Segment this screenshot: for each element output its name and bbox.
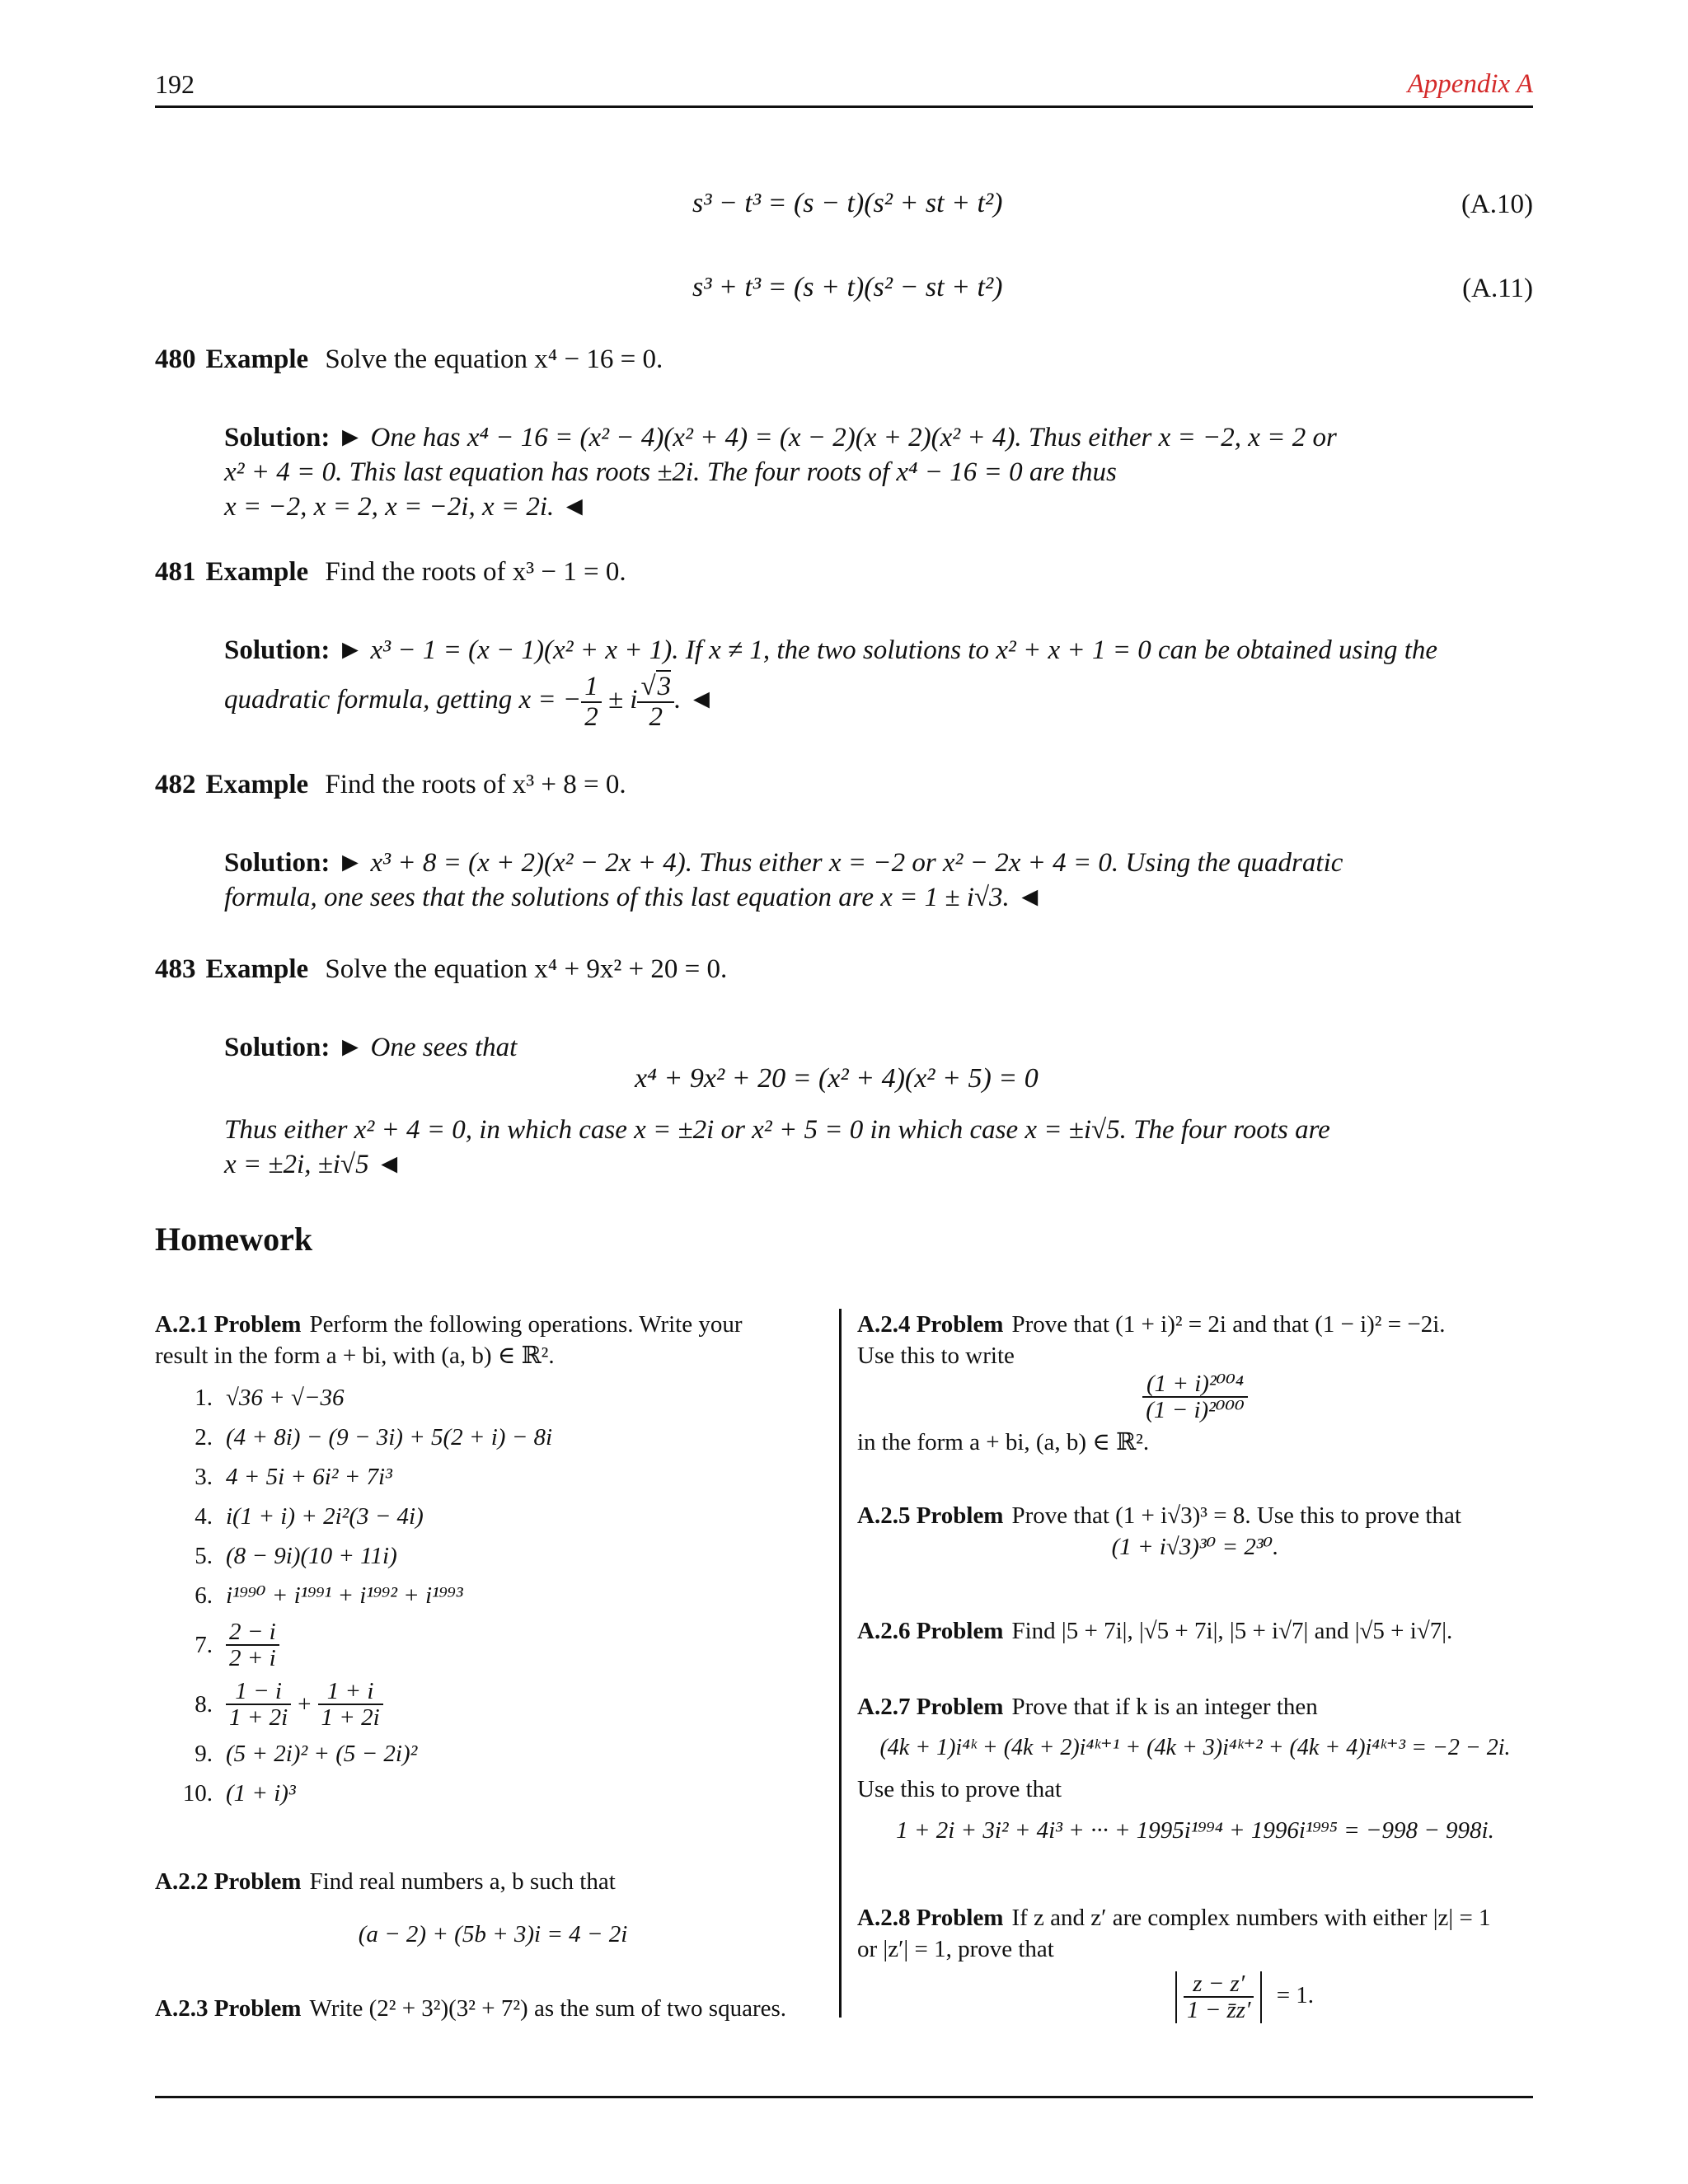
column-divider (839, 1309, 842, 2018)
solution-line-prefix: quadratic formula, getting x = − (224, 685, 582, 715)
problem-heading: A.2.6 Problem (857, 1618, 1004, 1644)
list-item: 8. $\frac{1 - i}{1 + 2i}$ + $\frac{1 + i}{1 + 2i}$ (155, 1675, 831, 1734)
list-item: 9. (5 + 2i)² + (5 − 2i)² (195, 1741, 418, 1767)
example-statement: Find the roots of x³ − 1 = 0. (325, 557, 626, 587)
problem-a24 (857, 1309, 1533, 1458)
example-483-solution (224, 1030, 1510, 1065)
solution-label: Solution: (224, 635, 331, 665)
solution-line: Thus either x² + 4 = 0, in which case x = ±2i or x² + 5 = 0 in which case x = ±i√5. The four roots are (224, 1115, 1330, 1145)
list-item: 4. i(1 + i) + 2i²(3 − 4i) (195, 1503, 424, 1530)
example-label: Example (205, 344, 309, 374)
example-483-display: x⁴ + 9x² + 20 = (x² + 4)(x² + 5) = 0 (635, 1063, 1039, 1094)
problem-display: 1 + 2i + 3i² + 4i³ + ··· + 1995i¹⁹⁹⁴ + 1996i¹⁹⁹⁵ = −998 − 998i. (896, 1817, 1494, 1844)
problem-heading: A.2.8 Problem (857, 1905, 1004, 1931)
example-480-heading (155, 344, 663, 375)
problem-text: Find real numbers a, b such that (309, 1868, 616, 1895)
problem-heading: A.2.3 Problem (155, 1995, 302, 2022)
problem-heading: A.2.5 Problem (857, 1502, 1004, 1529)
problem-a23 (155, 1993, 831, 2024)
example-statement: Find the roots of x³ + 8 = 0. (325, 770, 626, 799)
equation-a11: s³ + t³ = (s + t)(s² − st + t²) (692, 272, 1003, 302)
problem-text: Prove that (1 + i√3)³ = 8. Use this to prove that (1011, 1502, 1461, 1529)
problem-text: Write (2² + 3²)(3² + 7²) as the sum of two squares. (309, 1995, 787, 2022)
problem-text: Prove that (1 + i)² = 2i and that (1 − i)² = −2i. (1011, 1311, 1446, 1338)
equation-a10-label: (A.10) (1461, 190, 1533, 219)
solution-line: ► x³ − 1 = (x − 1)(x² + x + 1). If x ≠ 1, the two solutions to x² + x + 1 = 0 can be obtained using the (336, 635, 1438, 665)
plus-minus-i: ± i (607, 685, 638, 715)
list-item: 3. 4 + 5i + 6i² + 7i³ (195, 1464, 392, 1490)
header-rule (155, 105, 1533, 108)
problem-a26 (857, 1615, 1533, 1647)
example-481-solution (224, 633, 1510, 731)
list-item: 1. √36 + √−36 (195, 1385, 345, 1411)
solution-line: ► One has x⁴ − 16 = (x² − 4)(x² + 4) = (x − 2)(x + 2)(x² + 4). Thus either x = −2, x = 2 or (336, 423, 1337, 452)
example-482-heading (155, 770, 626, 800)
equation-a11-label: (A.11) (1462, 274, 1533, 303)
list-item: 6. i¹⁹⁹⁰ + i¹⁹⁹¹ + i¹⁹⁹² + i¹⁹⁹³ (195, 1582, 463, 1609)
example-number: 483 (155, 954, 196, 984)
problem-text: Find |5 + 7i|, |√5 + 7i|, |5 + i√7| and |√5 + i√7|. (1011, 1618, 1453, 1644)
problem-fraction: $\frac{\text{(1 + i)²⁰⁰⁴}}{\text{(1 − i)²⁰⁰⁰}}$ (1142, 1371, 1248, 1423)
problem-heading: A.2.7 Problem (857, 1694, 1004, 1720)
problem-text: Use this to write (857, 1343, 1015, 1369)
problem-a28 (857, 1902, 1533, 2023)
problem-text: or |z′| = 1, prove that (857, 1936, 1054, 1962)
list-item: 7. $\frac{2 - i}{2 + i}$ (155, 1615, 831, 1675)
page-number: 192 (155, 69, 195, 99)
footer-rule (155, 2096, 1533, 2098)
problem-a27 (857, 1691, 1533, 1846)
problem-a21-items (155, 1378, 831, 1813)
example-481-heading (155, 557, 626, 588)
fraction-sqrt3-half: $\frac{√3}{2}$ (637, 673, 674, 731)
problem-heading: A.2.4 Problem (857, 1311, 1004, 1338)
problem-display: (1 + i√3)³⁰ = 2³⁰. (1111, 1534, 1279, 1560)
problem-heading: A.2.1 Problem (155, 1311, 302, 1338)
problem-text: result in the form a + bi, with (a, b) ∈ ℝ². (155, 1343, 555, 1369)
solution-line: ► x³ + 8 = (x + 2)(x² − 2x + 4). Thus either x = −2 or x² − 2x + 4 = 0. Using the quadratic (336, 848, 1343, 878)
example-label: Example (205, 557, 309, 587)
solution-line: formula, one sees that the solutions of this last equation are x = 1 ± i√3. ◄ (224, 883, 1043, 912)
homework-left-column (155, 1309, 831, 2022)
example-statement: Solve the equation x⁴ − 16 = 0. (325, 344, 663, 374)
problem-text: Perform the following operations. Write your (309, 1311, 743, 1338)
problem-a21 (155, 1309, 831, 1813)
solution-label: Solution: (224, 423, 331, 452)
example-482-solution (224, 846, 1510, 915)
example-480-solution (224, 420, 1510, 524)
solution-line: x = ±2i, ±i√5 ◄ (224, 1150, 403, 1179)
list-item: 5. (8 − 9i)(10 + 11i) (195, 1543, 397, 1569)
example-number: 481 (155, 557, 196, 587)
example-483-heading (155, 954, 727, 985)
solution-line: ► One sees that (336, 1033, 518, 1062)
problem-text: Prove that if k is an integer then (1011, 1694, 1318, 1720)
example-label: Example (205, 770, 309, 799)
problem-text: in the form a + bi, (a, b) ∈ ℝ². (857, 1428, 1150, 1455)
homework-title: Homework (155, 1221, 313, 1258)
fraction-one-half: $\frac{1}{2}$ (581, 673, 602, 731)
solution-label: Solution: (224, 848, 331, 878)
problem-display: (a − 2) + (5b + 3)i = 4 − 2i (358, 1921, 628, 1947)
list-item: 2. (4 + 8i) − (9 − 3i) + 5(2 + i) − 8i (195, 1424, 553, 1451)
example-label: Example (205, 954, 309, 984)
solution-line-suffix: . ◄ (674, 685, 715, 715)
problem-text: Use this to prove that (857, 1776, 1062, 1802)
solution-line: x² + 4 = 0. This last equation has roots ±2i. The four roots of x⁴ − 16 = 0 are thus (224, 457, 1117, 487)
problem-a25 (857, 1500, 1533, 1563)
solution-label: Solution: (224, 1033, 331, 1062)
absolute-value-fraction: $\frac{z - z'}{1 - z̄z'}$ (1175, 1971, 1262, 2023)
problem-display-tail: = 1. (1276, 1982, 1315, 2009)
problem-a22 (155, 1866, 831, 1950)
chapter-title: Appendix A (1407, 69, 1533, 99)
example-483-conclusion (224, 1113, 1510, 1182)
example-number: 482 (155, 770, 196, 799)
example-number: 480 (155, 344, 196, 374)
problem-display: (4k + 1)i⁴ᵏ + (4k + 2)i⁴ᵏ⁺¹ + (4k + 3)i⁴ᵏ⁺² + (4k + 4)i⁴ᵏ⁺³ = −2 − 2i. (879, 1735, 1511, 1760)
list-item: 10. (1 + i)³ (182, 1780, 296, 1807)
problem-heading: A.2.2 Problem (155, 1868, 302, 1895)
solution-line: x = −2, x = 2, x = −2i, x = 2i. ◄ (224, 492, 588, 522)
example-statement: Solve the equation x⁴ + 9x² + 20 = 0. (325, 954, 728, 984)
problem-text: If z and z′ are complex numbers with either |z| = 1 (1011, 1905, 1491, 1931)
equation-a10: s³ − t³ = (s − t)(s² + st + t²) (692, 188, 1003, 218)
